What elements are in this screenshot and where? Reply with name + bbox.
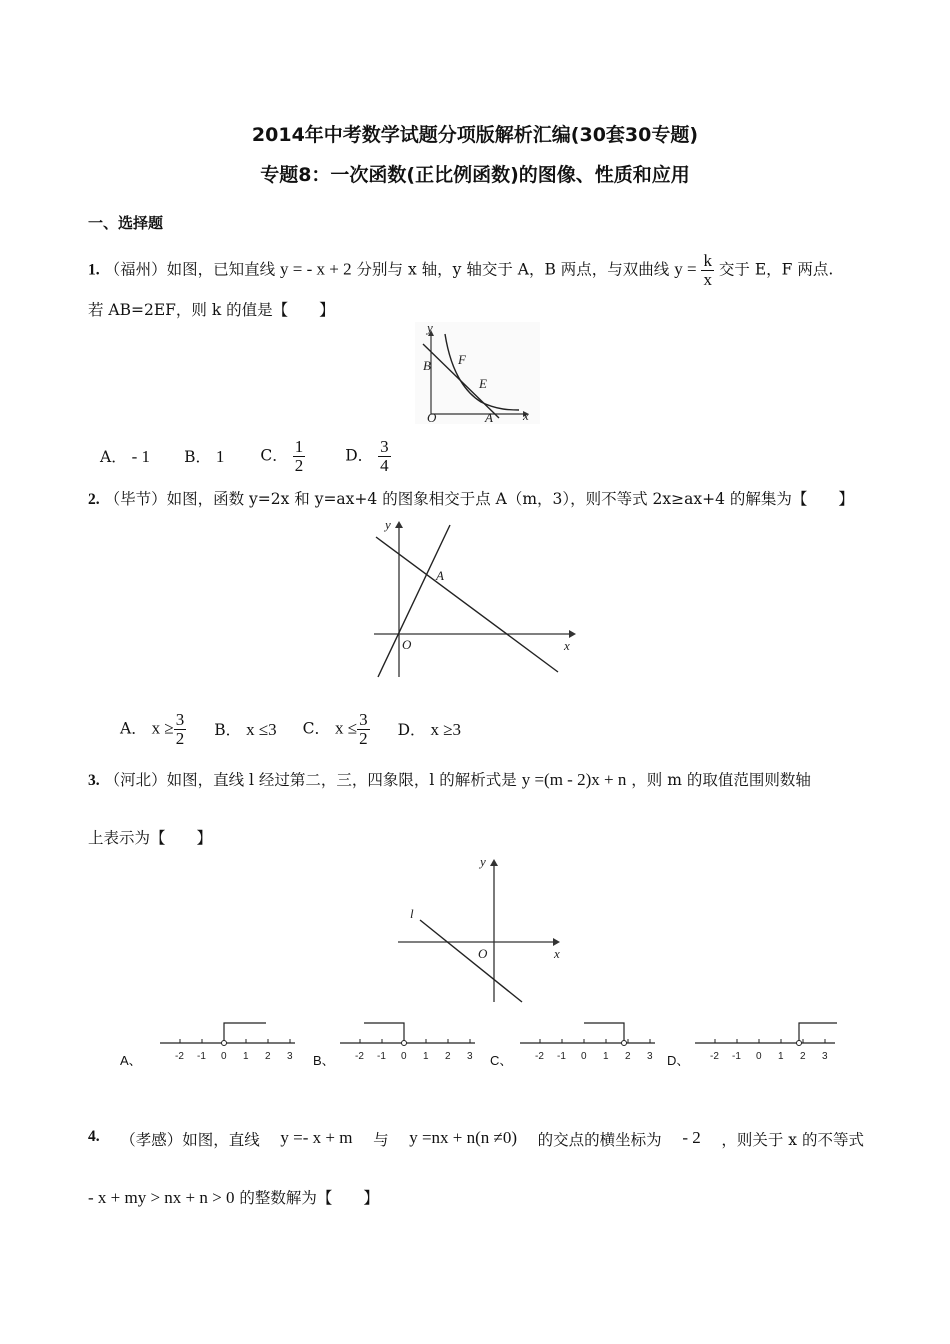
q2-y-arrow bbox=[395, 521, 403, 528]
q3-a-open-dot bbox=[222, 1041, 227, 1046]
q2-option-d-label: D． bbox=[397, 721, 426, 739]
q2-label-y: y bbox=[385, 517, 391, 532]
q3-d-label-m1: -1 bbox=[732, 1051, 741, 1062]
q3-d-label-2: 2 bbox=[800, 1051, 806, 1062]
q1-eq1: y = - x + 2 bbox=[280, 259, 352, 279]
q3-b-label-3: 3 bbox=[467, 1051, 473, 1062]
q2-option-a-num: 3 bbox=[175, 709, 185, 729]
q1-option-b-value: 1 bbox=[215, 447, 225, 466]
q3-number: 3. bbox=[88, 772, 100, 789]
q1-option-d-label: D． bbox=[345, 446, 374, 464]
q3-label-l: l bbox=[410, 906, 414, 921]
q1-label-e: E bbox=[479, 376, 487, 391]
q1-figure-bg bbox=[415, 322, 540, 424]
q3-b-label-1: 1 bbox=[423, 1051, 429, 1062]
q4-text-b: 与 bbox=[373, 1131, 389, 1149]
q2-number: 2. bbox=[88, 491, 100, 508]
q3-d-open-dot bbox=[797, 1041, 802, 1046]
q3-c-label-0: 0 bbox=[581, 1051, 587, 1062]
q3-line-l bbox=[420, 920, 522, 1002]
q2-option-a-lhs: x ≥ bbox=[151, 718, 174, 737]
q4-line2 bbox=[88, 1186, 379, 1208]
q1-option-a-value: - 1 bbox=[131, 447, 151, 466]
q2-option-a-label: A． bbox=[120, 719, 147, 737]
q3-a-ray bbox=[224, 1023, 266, 1043]
q1-eq2-frac bbox=[701, 252, 714, 289]
q2-option-b-value: x ≤3 bbox=[246, 720, 277, 739]
q3-a-label-m1: -1 bbox=[197, 1051, 206, 1062]
q2-option-c[interactable] bbox=[303, 711, 370, 748]
q1-line1 bbox=[88, 252, 833, 289]
q3-b-label-m1: -1 bbox=[377, 1051, 386, 1062]
q1-label-o: O bbox=[427, 410, 437, 424]
q3-c-label-m1: -1 bbox=[557, 1051, 566, 1062]
q1-text-a: （福州）如图，已知直线 bbox=[104, 260, 276, 279]
q2-option-d-value: x ≥3 bbox=[430, 720, 462, 739]
q1-label-f: F bbox=[458, 352, 466, 367]
q3-c-label-m2: -2 bbox=[535, 1051, 544, 1062]
q2-text: （毕节）如图，函数 y=2x 和 y=ax+4 的图象相交于点 A（m，3），则不等式 2x≥ax+4 的解集为【 】 bbox=[104, 490, 854, 508]
q1-option-a[interactable] bbox=[100, 445, 150, 467]
q3-d-ray bbox=[799, 1023, 837, 1043]
q2-line1 bbox=[88, 487, 854, 509]
q1-figure bbox=[415, 322, 540, 424]
q2-label-a: A bbox=[436, 568, 444, 583]
q2-line-2x bbox=[378, 525, 450, 677]
q2-options bbox=[120, 706, 461, 752]
q1-label-b: B bbox=[423, 358, 431, 373]
page-title: 2014年中考数学试题分项版解析汇编(30套30专题) bbox=[251, 124, 699, 146]
q1-label-x: x bbox=[523, 408, 529, 423]
q3-c-ray bbox=[584, 1023, 624, 1043]
q1-option-c-label: C． bbox=[260, 446, 288, 464]
q3-y-arrow bbox=[490, 859, 498, 866]
q4-number: 4. bbox=[88, 1128, 100, 1145]
q1-option-c-den: 2 bbox=[294, 455, 304, 475]
q1-eq2-den: x bbox=[703, 269, 712, 289]
q1-text-b: 分别与 x 轴，y 轴交于 A，B 两点，与双曲线 bbox=[356, 260, 670, 279]
q1-text-c: 交于 E，F 两点. bbox=[718, 260, 834, 279]
q3-text-b: ，则 m 的取值范围则数轴 bbox=[631, 771, 811, 789]
q2-option-a[interactable] bbox=[120, 711, 186, 748]
q1-option-d[interactable] bbox=[345, 438, 390, 475]
q1-eq2-lhs: y = bbox=[674, 259, 697, 279]
q1-option-c-num: 1 bbox=[294, 436, 304, 456]
q3-numline-a bbox=[150, 1015, 300, 1065]
q4-val: - 2 bbox=[682, 1128, 701, 1147]
q1-option-d-frac bbox=[378, 438, 391, 475]
q3-a-label-1: 1 bbox=[243, 1051, 249, 1062]
q4-eq2: y =nx + n(n ≠0) bbox=[409, 1128, 518, 1147]
q2-option-b[interactable] bbox=[214, 718, 276, 740]
q1-label-y: y bbox=[427, 322, 433, 335]
q3-b-ray bbox=[364, 1023, 404, 1043]
q2-option-c-lhs: x ≤ bbox=[334, 718, 358, 737]
q3-b-label-0: 0 bbox=[401, 1051, 407, 1062]
q1-option-d-num: 3 bbox=[380, 436, 389, 456]
q2-figure bbox=[368, 515, 583, 680]
q1-option-b-label: B． bbox=[184, 448, 211, 466]
q2-x-arrow bbox=[569, 630, 576, 638]
q3-option-b-label[interactable]: B、 bbox=[313, 1053, 335, 1068]
q2-label-x: x bbox=[564, 638, 570, 653]
q3-c-label-1: 1 bbox=[603, 1051, 609, 1062]
q3-d-label-1: 1 bbox=[778, 1051, 784, 1062]
q3-label-y: y bbox=[480, 854, 486, 869]
q3-label-x: x bbox=[554, 946, 560, 961]
q1-option-c[interactable] bbox=[260, 438, 305, 475]
q3-b-label-2: 2 bbox=[445, 1051, 451, 1062]
q3-figure bbox=[390, 852, 570, 1004]
q4-text-a: （孝感）如图，直线 bbox=[120, 1131, 260, 1149]
q3-c-label-3: 3 bbox=[647, 1051, 653, 1062]
q3-a-label-0: 0 bbox=[221, 1051, 227, 1062]
q4-eq1: y =- x + m bbox=[280, 1128, 353, 1147]
q3-option-a-label[interactable]: A、 bbox=[120, 1053, 142, 1068]
q3-d-label-m2: -2 bbox=[710, 1051, 719, 1062]
q1-option-c-frac bbox=[293, 438, 306, 475]
q3-a-label-3: 3 bbox=[287, 1051, 293, 1062]
q1-options bbox=[100, 433, 391, 479]
q3-b-label-m2: -2 bbox=[355, 1051, 364, 1062]
q2-option-c-frac bbox=[357, 711, 370, 748]
q3-numline-d bbox=[685, 1015, 840, 1065]
q2-option-a-frac bbox=[174, 711, 187, 748]
q2-label-o: O bbox=[402, 637, 412, 652]
q1-option-b[interactable] bbox=[184, 445, 224, 467]
q3-d-label-0: 0 bbox=[756, 1051, 762, 1062]
q3-c-label-2: 2 bbox=[625, 1051, 631, 1062]
q1-option-a-label: A． bbox=[100, 448, 127, 466]
q3-x-arrow bbox=[553, 938, 560, 946]
q3-option-d-label[interactable]: D、 bbox=[667, 1053, 690, 1068]
q3-b-open-dot bbox=[402, 1041, 407, 1046]
q2-option-c-label: C． bbox=[302, 719, 331, 737]
q2-option-c-num: 3 bbox=[359, 709, 368, 729]
q3-line2: 上表示为【 】 bbox=[88, 829, 213, 847]
q1-line2: 若 AB=2EF，则 k 的值是【 】 bbox=[88, 301, 335, 319]
q2-option-b-label: B． bbox=[214, 721, 242, 739]
q4-text-c: 的交点的横坐标为 bbox=[537, 1131, 662, 1149]
q3-line1 bbox=[88, 768, 811, 790]
q4-text-d: ，则关于 x 的不等式 bbox=[721, 1131, 864, 1149]
q3-numline-b bbox=[330, 1015, 480, 1065]
q3-a-label-2: 2 bbox=[265, 1051, 271, 1062]
q4-line1 bbox=[88, 1128, 864, 1150]
q1-eq2-num: k bbox=[703, 251, 712, 270]
q1-number: 1. bbox=[88, 261, 100, 279]
q3-label-o: O bbox=[478, 946, 488, 961]
q3-text-a: （河北）如图，直线 l 经过第二，三，四象限，l 的解析式是 bbox=[104, 771, 517, 789]
q3-c-open-dot bbox=[622, 1041, 627, 1046]
q3-numline-c bbox=[510, 1015, 660, 1065]
section-heading: 一、选择题 bbox=[88, 214, 164, 232]
q1-option-d-den: 4 bbox=[380, 455, 389, 475]
q3-d-label-3: 3 bbox=[822, 1051, 828, 1062]
q3-a-label-m2: -2 bbox=[175, 1051, 184, 1062]
q4-line2-text: 的整数解为【 】 bbox=[239, 1189, 379, 1207]
q2-option-a-den: 2 bbox=[175, 728, 185, 748]
q2-option-c-den: 2 bbox=[359, 728, 368, 748]
q2-option-d[interactable] bbox=[398, 718, 461, 740]
q1-label-a: A bbox=[485, 410, 493, 424]
q3-option-c-label[interactable]: C、 bbox=[490, 1053, 513, 1068]
page-subtitle: 专题8：一次函数(正比例函数)的图像、性质和应用 bbox=[260, 164, 690, 186]
q3-eq: y =(m - 2)x + n bbox=[521, 770, 627, 789]
q4-line2-eq: - x + my > nx + n > 0 bbox=[88, 1188, 235, 1207]
